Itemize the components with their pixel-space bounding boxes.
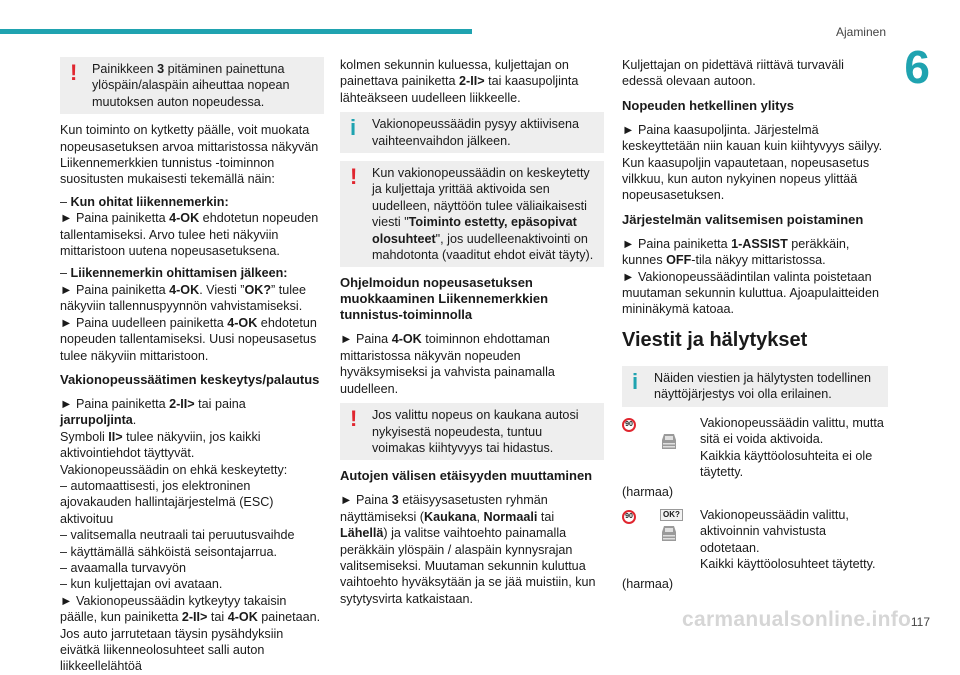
list-item: – automaattisesti, jos elektroninen ajovakauden hallintajärjestelmä (ESC) aktivoituu (60, 478, 274, 526)
note-text: Vakionopeussäädin pysyy aktiivisena vaihteenvaihdon jälkeen. (372, 117, 579, 148)
warning-note (340, 161, 604, 267)
warning-note (60, 57, 324, 114)
case-heading: – Kun ohitat liikennemerkin: (60, 194, 229, 209)
note-text: Painikkeen 3 pitäminen painettuna ylöspäin/alaspäin aiheuttaa nopean muutoksen auton nopeudessa. (92, 62, 290, 109)
message-color-note: (harmaa) (622, 577, 674, 592)
car-icon (660, 431, 678, 453)
step: ► Paina painiketta 4-OK ehdotetun nopeuden tallentamiseksi. Arvo tulee heti näkyviin mittaristoon uutena nopeusasetuksena. (60, 211, 319, 259)
exclamation-icon: ! (70, 60, 78, 85)
step: ► Vakionopeussäädin kytkeytyy takaisin päälle, kun painiketta 2-II> tai 4-OK painetaan. (60, 593, 321, 625)
step: ► Paina 4-OK toiminnon ehdottaman mittaristossa näkyvän nopeuden hyväksymiseksi ja vahvista painamalla uudelleen. (340, 332, 555, 396)
step: ► Paina painiketta 2-II> tai paina jarrupoljinta. (60, 396, 246, 428)
message-icons (622, 415, 700, 459)
message-row (622, 415, 888, 481)
subheading: Autojen välisen etäisyyden muuttaminen (340, 468, 593, 484)
subheading: Ohjelmoidun nopeusasetuksen muokkaaminen Liikennemerkkien tunnistus-toiminnolla (340, 275, 549, 323)
paragraph: kolmen sekunnin kuluessa, kuljettajan on painettava painiketta 2-II> tai kaasupoljinta lähteäkseen uudelleen liikkeelle. (340, 58, 579, 105)
list-item: – kun kuljettajan ovi avataan. (60, 577, 223, 592)
section-heading: Viestit ja hälytykset (622, 328, 808, 351)
message-text: Vakionopeussäädin valittu, aktivoinnin vahvistusta odotetaan. Kaikki käyttöolosuhteet täytetty. (700, 507, 876, 571)
info-note (622, 366, 888, 407)
subheading: Järjestelmän valitsemisen poistaminen (622, 211, 864, 227)
list-item: – valitsemalla neutraali tai peruutusvaihde (60, 528, 295, 543)
step: ► Paina 3 etäisyysasetusten ryhmän näyttämiseksi (Kaukana, Normaali tai Lähellä) ja valitse vaihtoehto painamalla peräkkäin ylöspäin / alaspäin kynnysrajan valitsemiseksi. Muutaman sekunnin kuluttua vaihtoehto hyväksytään ja se jää muistiin, kun sytytysvirta katkaistaan. (340, 493, 596, 606)
subheading: Vakionopeussäätimen keskeytys/palautus (60, 371, 320, 387)
exclamation-icon: ! (350, 164, 358, 190)
chapter-number: 6 (904, 41, 930, 93)
list-item: – avaamalla turvavyön (60, 560, 187, 575)
section-title: Ajaminen (835, 25, 886, 39)
step: ► Paina kaasupoljinta. Järjestelmä keskeyttetään niin kauan kuin kiihtyvyys säilyy. Kun kaasupoljin vapautetaan, nopeusasetus vilkkuu, kun auton nykyinen nopeus ylittää nopeusasetuksen. (622, 122, 883, 203)
note-text: Näiden viestien ja hälytysten todellinen näyttöjärjestys voi olla erilainen. (654, 370, 872, 402)
header-accent-bar (0, 29, 472, 34)
paragraph: Kun toiminto on kytketty päälle, voit muokata nopeusasetuksen arvoa mittaristossa näkyvän Liikennemerkkien tunnistus -toiminnon suositusten mukaisesti tekemällä näin: (60, 123, 319, 187)
speed-limit-badge-icon: 90 (622, 510, 636, 524)
step: ► Paina painiketta 4-OK. Viesti ”OK?” tulee näkyviin tallennuspyynnön vahvistamiseksi. (60, 282, 307, 314)
message-row (622, 507, 888, 573)
message-color-note: (harmaa) (622, 485, 674, 500)
step: ► Vakionopeussäädintilan valinta poistetaan muutaman sekunnin kuluttua. Ajoapulaitteiden mininäkymä katoaa. (622, 269, 879, 317)
column-2 (340, 57, 604, 613)
info-icon: i (632, 368, 639, 394)
paragraph: Vakionopeussäädin on ehkä keskeytetty: (60, 462, 288, 477)
paragraph: Symboli II> tulee näkyviin, jos kaikki aktivointiehdot täyttyvät. (60, 429, 261, 461)
step: ► Paina uudelleen painiketta 4-OK ehdotetun nopeuden tallentamiseksi. Uusi nopeusasetus tulee näkyviin mittaristoon. (60, 315, 317, 363)
info-note (340, 112, 604, 153)
list-item: – käyttämällä sähköistä seisontajarrua. (60, 544, 278, 559)
watermark: carmanualsonline.info (682, 608, 912, 631)
car-icon (660, 523, 678, 545)
step: ► Paina painiketta 1-ASSIST peräkkäin, kunnes OFF-tila näkyy mittaristossa. (622, 236, 850, 268)
info-icon: i (350, 115, 357, 141)
paragraph: Jos auto jarrutetaan täysin pysähdyksiin eivätkä liikenneolosuhteet salli auton liikkeellelähtöä (60, 626, 284, 674)
note-text: Jos valittu nopeus on kaukana autosi nykyisestä nopeudesta, tuntuu voimakas kiihtyvyys tai hidastus. (372, 408, 579, 455)
ok-badge: OK? (660, 509, 683, 521)
case-heading: – Liikennemerkin ohittamisen jälkeen: (60, 266, 288, 281)
page-number: 117 (910, 614, 930, 629)
column-1 (60, 57, 324, 675)
exclamation-icon: ! (350, 406, 358, 432)
message-text: Vakionopeussäädin valittu, mutta sitä ei voida aktivoida. Kaikkia käyttöolosuhteita ei ole täytetty. (700, 415, 884, 479)
message-icons (622, 507, 700, 551)
warning-note (340, 403, 604, 460)
paragraph: Kuljettajan on pidettävä riittävä turvaväli edessä olevaan autoon. (622, 58, 844, 89)
speed-limit-badge-icon: 90 (622, 418, 636, 432)
subheading: Nopeuden hetkellinen ylitys (622, 97, 794, 113)
column-3 (622, 57, 888, 599)
note-text: Kun vakionopeussäädin on keskeytetty ja kuljettaja yrittää aktivoida sen uudelleen, näyttöön tulee väliaikaisesti viesti "Toiminto estetty, epäsopivat olosuhteet", jos uudelleenaktivointi on mahdotonta (vaaditut ehdot eivät täyty). (372, 166, 594, 263)
